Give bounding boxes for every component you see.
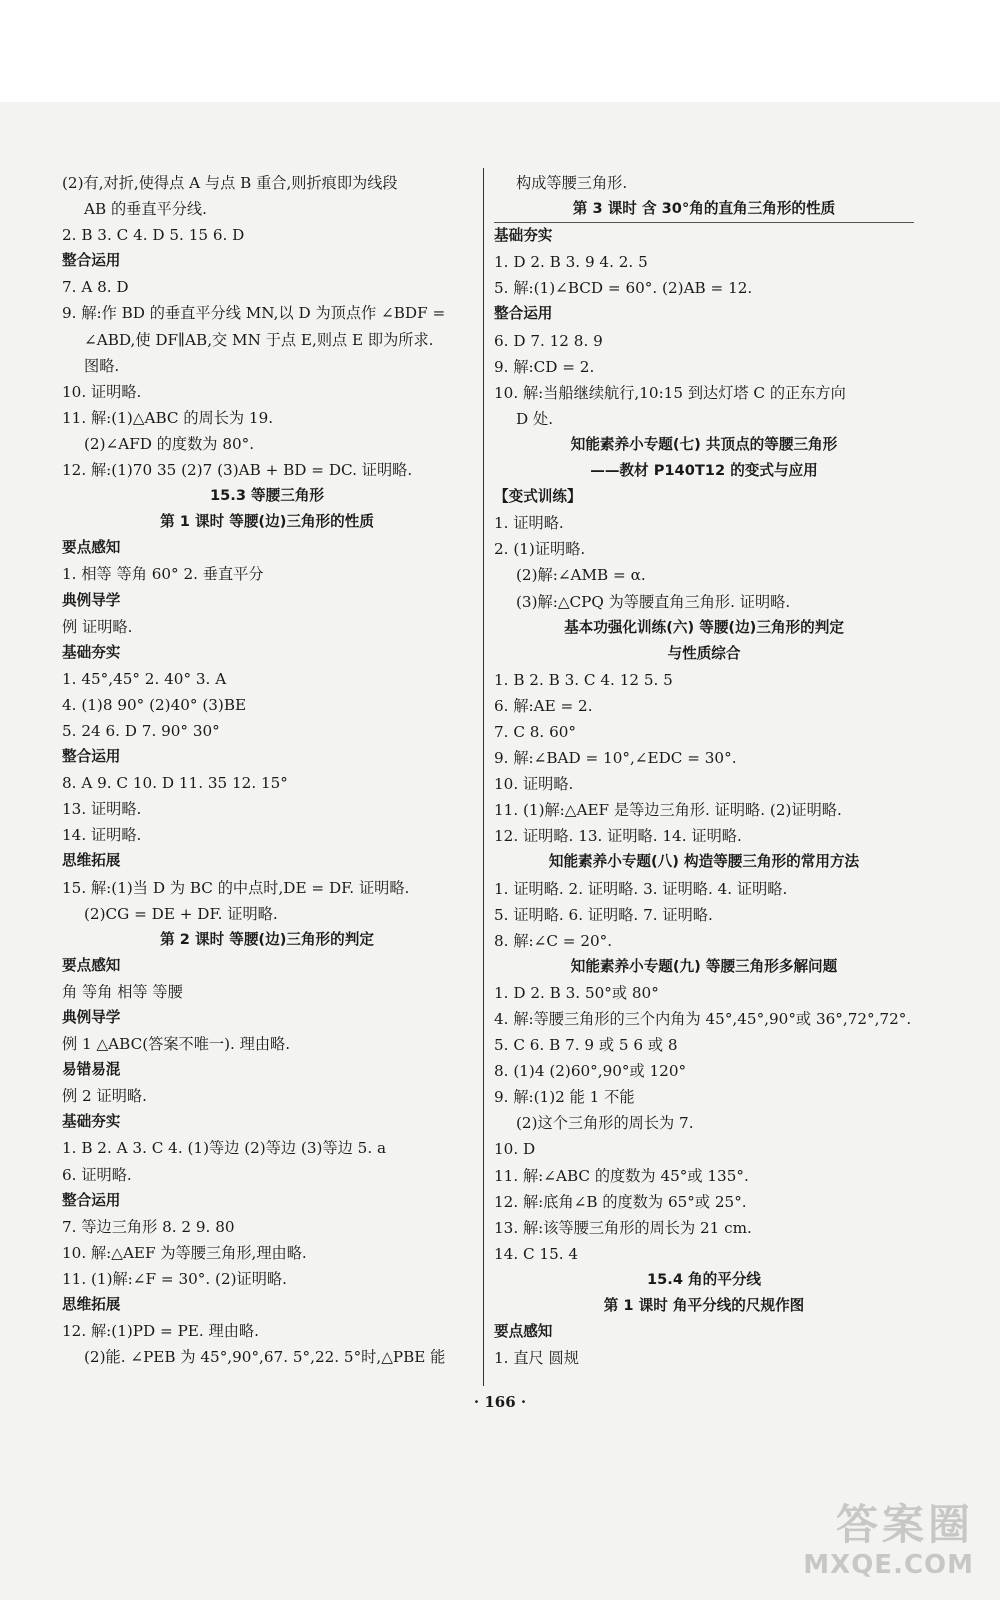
answer-line: 1. D 2. B 3. 9 4. 2. 5 [494,253,648,272]
answer-line: 12. 解:(1)PD = PE. 理由略. [62,1322,259,1341]
section-heading: 思维拓展 [62,852,121,870]
lesson-title: ——教材 P140T12 的变式与应用 [590,462,818,480]
answer-line: 6. D 7. 12 8. 9 [494,331,603,350]
answer-line: 13. 证明略. [62,800,142,819]
right-column [494,170,914,1371]
answer-line: 11. (1)解:△AEF 是等边三角形. 证明略. (2)证明略. [494,801,842,820]
answer-line: 角 等角 相等 等腰 [62,982,183,1001]
answer-line: 1. D 2. B 3. 50°或 80° [494,983,659,1002]
answer-line: 6. 证明略. [62,1165,132,1184]
section-heading: 要点感知 [62,539,121,557]
answer-line: 1. 证明略. [494,514,564,533]
lesson-title: 第 1 课时 角平分线的尺规作图 [603,1297,805,1315]
answer-line-continued: AB 的垂直平分线. [84,200,207,219]
answer-line: 5. 解:(1)∠BCD = 60°. (2)AB = 12. [494,279,753,298]
answer-line: 7. 等边三角形 8. 2 9. 80 [62,1217,235,1236]
section-heading: 易错易混 [62,1061,121,1079]
section-heading: 整合运用 [62,1191,121,1209]
answer-line: 5. 24 6. D 7. 90° 30° [62,721,220,740]
lesson-title: 与性质综合 [667,644,741,662]
answer-line: 15. 解:(1)当 D 为 BC 的中点时,DE = DF. 证明略. [62,878,410,897]
section-heading: 【变式训练】 [494,488,582,506]
answer-line: 13. 解:该等腰三角形的周长为 21 cm. [494,1218,752,1237]
answer-line-continued: (2)∠AFD 的度数为 80°. [84,434,255,453]
answer-line-continued: 构成等腰三角形. [516,174,628,192]
lesson-title: 15.3 等腰三角形 [209,487,325,505]
section-heading: 基础夯实 [62,643,121,661]
answer-line: 7. A 8. D [62,278,129,297]
answer-line: 2. (1)证明略. [494,540,586,559]
watermark-logo [769,1500,974,1590]
answer-line: 8. A 9. C 10. D 11. 35 12. 15° [62,774,288,793]
answer-line-continued: (2)解:∠AMB = α. [516,566,646,585]
answer-line: 10. D [494,1140,536,1159]
lesson-title: 基本功强化训练(六) 等腰(边)三角形的判定 [564,618,844,636]
answer-line: 9. 解:作 BD 的垂直平分线 MN,以 D 为顶点作 ∠BDF = [62,304,446,323]
lesson-title: 第 2 课时 等腰(边)三角形的判定 [160,930,374,948]
lesson-title: 知能素养小专题(八) 构造等腰三角形的常用方法 [548,853,860,871]
answer-line-continued: 图略. [84,356,120,375]
lesson-title: 第 3 课时 含 30°角的直角三角形的性质 [494,196,914,223]
lesson-title: 知能素养小专题(七) 共顶点的等腰三角形 [570,435,838,453]
answer-line: 9. 解:(1)2 能 1 不能 [494,1088,635,1107]
answer-line-continued: (2)能. ∠PEB 为 45°,90°,67. 5°,22. 5°时,△PBE 能 [84,1348,446,1367]
section-heading: 典例导学 [62,1009,121,1026]
watermark-en: MXQE.COM [803,1550,974,1580]
page-number: · 166 · [473,1393,527,1411]
answer-line: 12. 证明略. 13. 证明略. 14. 证明略. [494,827,742,846]
answer-line: 9. 解:CD = 2. [494,357,595,376]
answer-line: 8. (1)4 (2)60°,90°或 120° [494,1062,687,1081]
answer-line: 9. 解:∠BAD = 10°,∠EDC = 30°. [494,749,737,768]
answer-line: 12. 解:(1)70 35 (2)7 (3)AB + BD = DC. 证明略. [62,461,413,480]
answer-line: 例 1 △ABC(答案不唯一). 理由略. [62,1035,291,1054]
lesson-title: 第 1 课时 等腰(边)三角形的性质 [160,513,374,531]
answer-line: 例 证明略. [62,617,133,636]
lesson-title: 15.4 角的平分线 [646,1270,762,1288]
answer-line: 1. 45°,45° 2. 40° 3. A [62,669,227,688]
answer-line-continued: (2)这个三角形的周长为 7. [516,1114,694,1133]
answer-line: 4. (1)8 90° (2)40° (3)BE [62,695,247,714]
answer-line: 14. 证明略. [62,826,142,845]
answer-line: 1. 证明略. 2. 证明略. 3. 证明略. 4. 证明略. [494,879,788,898]
answer-line: 6. 解:AE = 2. [494,696,593,715]
section-heading: 整合运用 [62,252,121,270]
answer-line-continued: D 处. [516,409,554,428]
lesson-title: 知能素养小专题(九) 等腰三角形多解问题 [570,957,838,975]
section-heading: 整合运用 [494,305,553,323]
answer-line: 10. 证明略. [62,382,142,401]
answer-line: 5. C 6. B 7. 9 或 5 6 或 8 [494,1036,678,1055]
answer-line: 10. 解:△AEF 为等腰三角形,理由略. [62,1243,307,1262]
answer-line: (2)有,对折,使得点 A 与点 B 重合,则折痕即为线段 [62,174,398,192]
section-heading: 整合运用 [62,748,121,766]
answer-line-continued: ∠ABD,使 DF∥AB,交 MN 于点 E,则点 E 即为所求. [84,330,434,349]
answer-line: 10. 证明略. [494,775,574,794]
answer-line: 5. 证明略. 6. 证明略. 7. 证明略. [494,905,713,924]
answer-line: 7. C 8. 60° [494,722,577,741]
section-heading: 基础夯实 [494,227,553,245]
answer-line: 2. B 3. C 4. D 5. 15 6. D [62,226,245,245]
answer-line: 1. 直尺 圆规 [494,1349,579,1368]
answer-line: 11. (1)解:∠F = 30°. (2)证明略. [62,1269,287,1288]
answer-line: 14. C 15. 4 [494,1244,579,1263]
answer-line: 11. 解:∠ABC 的度数为 45°或 135°. [494,1166,749,1185]
section-heading: 思维拓展 [62,1296,121,1314]
answer-line: 1. B 2. A 3. C 4. (1)等边 (2)等边 (3)等边 5. a [62,1139,387,1158]
column-divider [483,168,484,1386]
section-heading: 典例导学 [62,591,121,609]
answer-line: 11. 解:(1)△ABC 的周长为 19. [62,408,274,427]
answer-line-continued: (3)解:△CPQ 为等腰直角三角形. 证明略. [516,592,791,611]
section-heading: 要点感知 [494,1323,553,1341]
answer-line-continued: (2)CG = DE + DF. 证明略. [84,904,278,923]
section-heading: 基础夯实 [62,1113,121,1131]
answer-line: 1. 相等 等角 60° 2. 垂直平分 [62,565,264,584]
answer-line: 8. 解:∠C = 20°. [494,931,613,950]
answer-line: 10. 解:当船继续航行,10:15 到达灯塔 C 的正东方向 [494,383,846,402]
answer-line: 例 2 证明略. [62,1087,147,1106]
answer-line: 1. B 2. B 3. C 4. 12 5. 5 [494,670,673,689]
watermark-cn: 答案圈 [835,1500,974,1549]
answer-line: 12. 解:底角∠B 的度数为 65°或 25°. [494,1192,747,1211]
answer-line: 4. 解:等腰三角形的三个内角为 45°,45°,90°或 36°,72°,72°. [494,1010,912,1028]
section-heading: 要点感知 [62,956,121,974]
left-column [62,170,472,1370]
